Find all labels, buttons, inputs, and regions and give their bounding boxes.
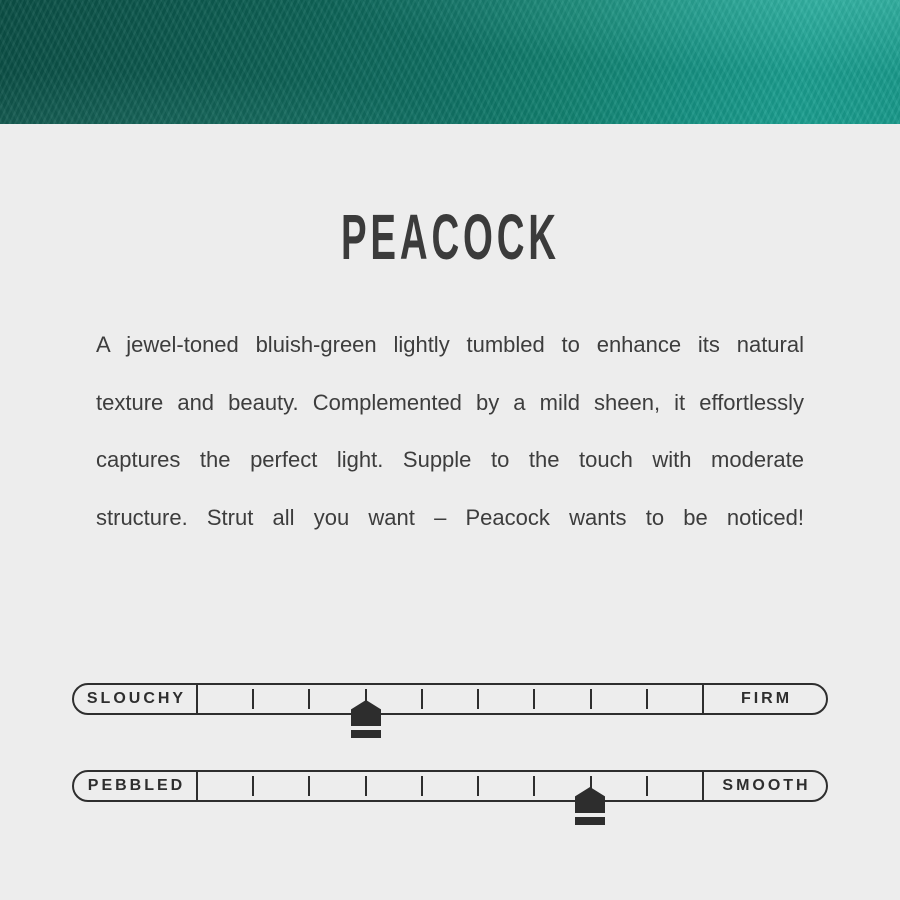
- tick-mark: [252, 776, 254, 796]
- product-description: [96, 316, 804, 546]
- slider-track: [198, 772, 702, 800]
- description-line: A jewel-toned bluish-green lightly tumbled to enhance its natural: [96, 332, 804, 357]
- description-line: structure. Strut all you want – Peacock wants to be noticed!: [96, 504, 804, 530]
- page-title-row: [0, 202, 900, 272]
- tick-mark: [308, 776, 310, 796]
- tick-mark: [308, 689, 310, 709]
- tick-mark: [533, 689, 535, 709]
- tick-mark: [252, 689, 254, 709]
- scale-right-label: FIRM: [702, 685, 826, 713]
- scale-left-label: PEBBLED: [74, 772, 198, 800]
- tick-mark: [421, 776, 423, 796]
- page-title: PEACOCK: [340, 201, 560, 273]
- slider-marker[interactable]: [575, 787, 605, 825]
- slouchy-firm-scale: [72, 683, 828, 715]
- leather-texture-image: [0, 0, 900, 124]
- pebbled-smooth-scale: [72, 770, 828, 802]
- marker-base-bar: [575, 817, 605, 825]
- slider-track: [198, 685, 702, 713]
- description-line: captures the perfect light. Supple to the touch with moderate: [96, 447, 804, 472]
- scale-left-label: SLOUCHY: [74, 685, 198, 713]
- tick-mark: [365, 776, 367, 796]
- tick-mark: [646, 776, 648, 796]
- tick-mark: [421, 689, 423, 709]
- marker-nib-icon: [351, 700, 381, 726]
- tick-mark: [477, 776, 479, 796]
- description-line: texture and beauty. Complemented by a mild sheen, it effortlessly: [96, 389, 804, 415]
- scale-right-label: SMOOTH: [702, 772, 826, 800]
- marker-base-bar: [351, 730, 381, 738]
- tick-mark: [533, 776, 535, 796]
- slider-marker[interactable]: [351, 700, 381, 738]
- tick-mark: [590, 689, 592, 709]
- tick-mark: [646, 689, 648, 709]
- tick-mark: [477, 689, 479, 709]
- marker-nib-icon: [575, 787, 605, 813]
